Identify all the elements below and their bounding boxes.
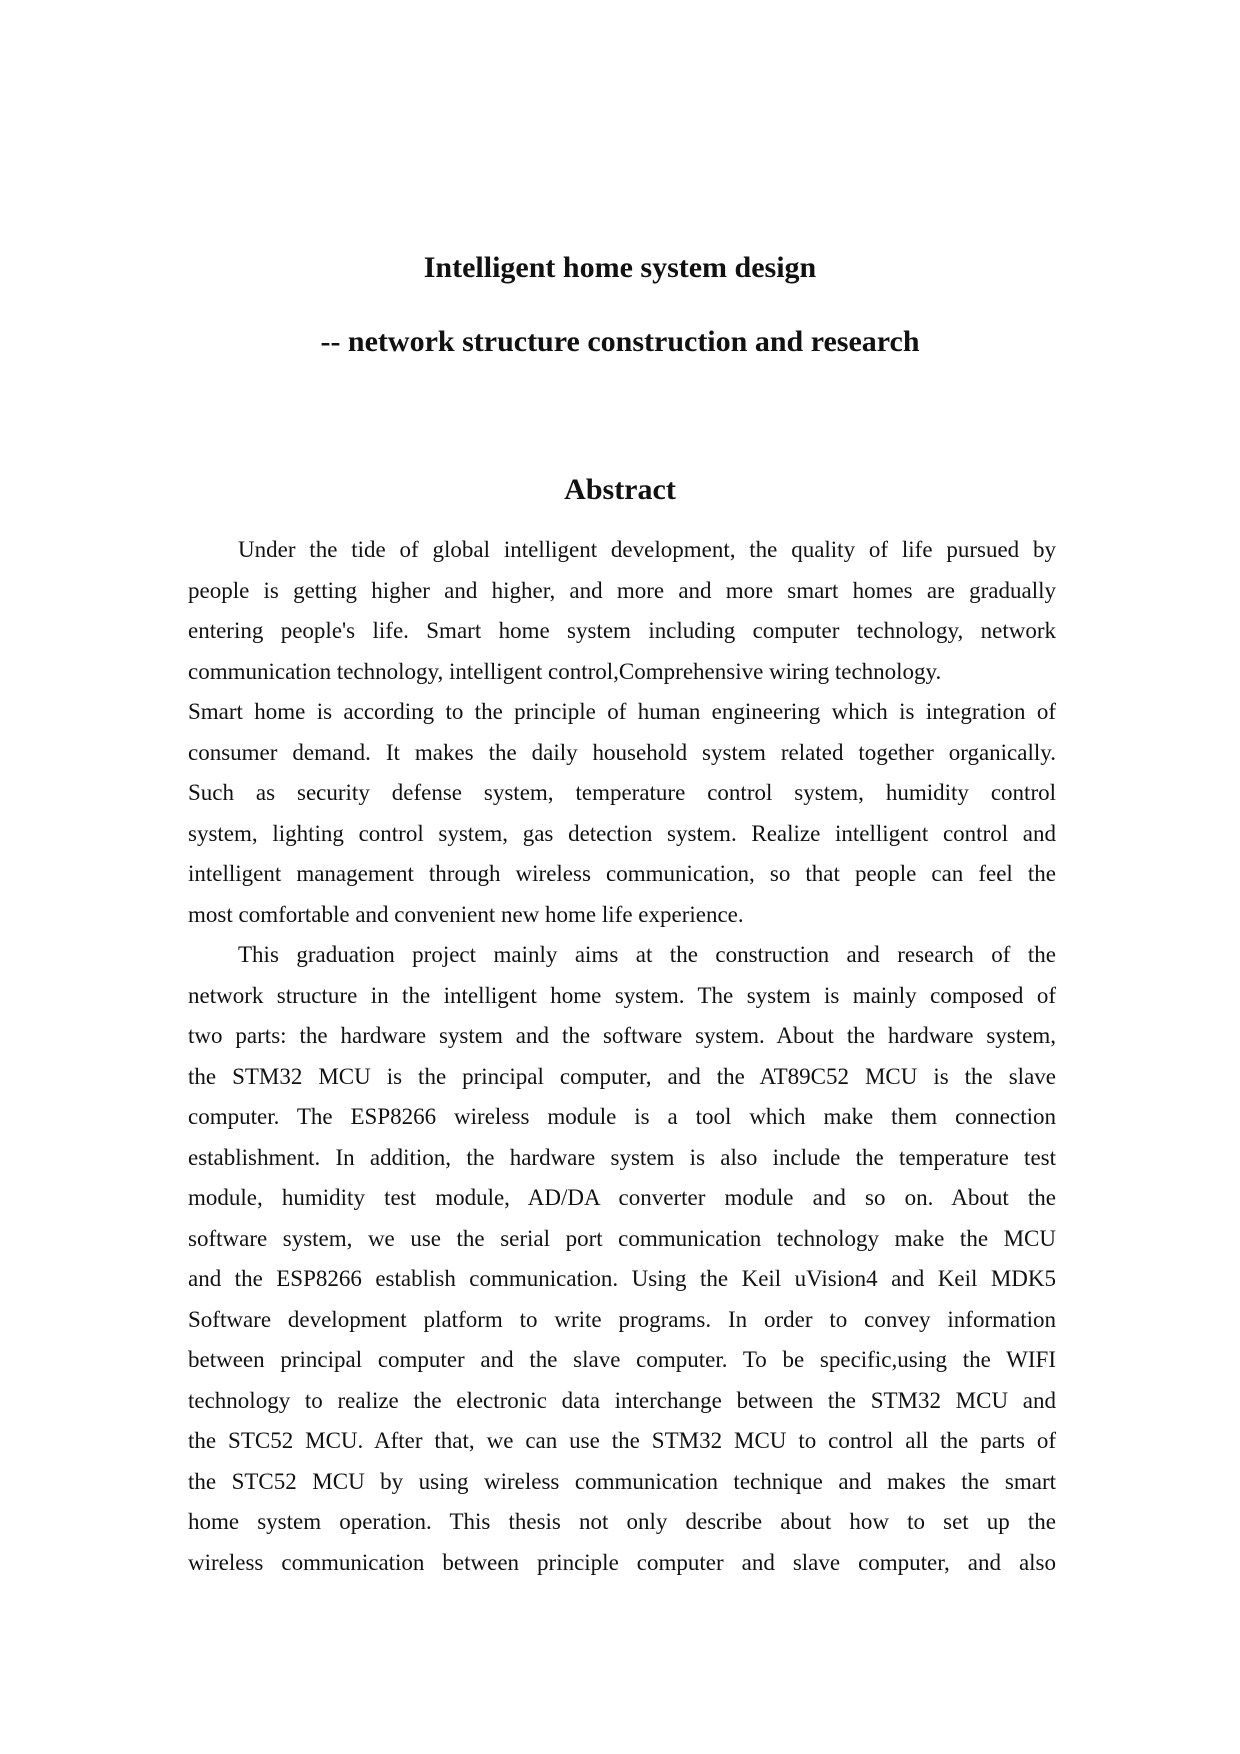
abstract-line: module, humidity test module, AD/DA converter module and so on. About the <box>188 1185 1056 1210</box>
abstract-line: Such as security defense system, temperature control system, humidity control <box>188 780 1056 805</box>
abstract-line: people is getting higher and higher, and more and more smart homes are gradually <box>188 577 1056 603</box>
abstract-line: most comfortable and convenient new home life experience. <box>188 901 744 927</box>
abstract-heading: Abstract <box>564 473 676 506</box>
abstract-line: intelligent management through wireless communication, so that people can feel the <box>188 861 1056 886</box>
abstract-line: and the ESP8266 establish communication. Using the Keil uVision4 and Keil MDK5 <box>188 1266 1056 1291</box>
abstract-line: the STM32 MCU is the principal computer, and the AT89C52 MCU is the slave <box>188 1063 1056 1089</box>
abstract-line: technology to realize the electronic data interchange between the STM32 MCU and <box>188 1387 1056 1413</box>
abstract-line: Under the tide of global intelligent development, the quality of life pursued by <box>238 537 1056 562</box>
abstract-line: communication technology, intelligent control,Comprehensive wiring technology. <box>188 658 942 684</box>
document-title: Intelligent home system design <box>423 251 817 284</box>
abstract-line: between principal computer and the slave computer. To be specific,using the WIFI <box>188 1347 1056 1372</box>
abstract-body <box>188 530 1056 1583</box>
abstract-line: Software development platform to write programs. In order to convey information <box>188 1306 1056 1332</box>
abstract-line: network structure in the intelligent home system. The system is mainly composed of <box>188 982 1056 1008</box>
abstract-line: consumer demand. It makes the daily household system related together organically. <box>188 739 1056 765</box>
abstract-line: entering people's life. Smart home system including computer technology, network <box>188 618 1056 643</box>
abstract-line: software system, we use the serial port communication technology make the MCU <box>188 1225 1056 1251</box>
abstract-line: This graduation project mainly aims at the construction and research of the <box>238 942 1056 967</box>
abstract-line: the STC52 MCU. After that, we can use the STM32 MCU to control all the parts of <box>188 1428 1056 1453</box>
abstract-line: establishment. In addition, the hardware system is also include the temperature test <box>188 1144 1056 1170</box>
abstract-line: system, lighting control system, gas detection system. Realize intelligent control and <box>188 820 1056 846</box>
abstract-line: Smart home is according to the principle of human engineering which is integration of <box>188 699 1056 724</box>
abstract-line: two parts: the hardware system and the software system. About the hardware system, <box>188 1023 1056 1048</box>
abstract-line: computer. The ESP8266 wireless module is a tool which make them connection <box>188 1104 1056 1129</box>
abstract-line: home system operation. This thesis not only describe about how to set up the <box>188 1509 1056 1534</box>
document-subtitle: -- network structure construction and research <box>320 325 920 358</box>
abstract-line: wireless communication between principle computer and slave computer, and also <box>188 1549 1056 1575</box>
abstract-line: the STC52 MCU by using wireless communication technique and makes the smart <box>188 1468 1056 1494</box>
